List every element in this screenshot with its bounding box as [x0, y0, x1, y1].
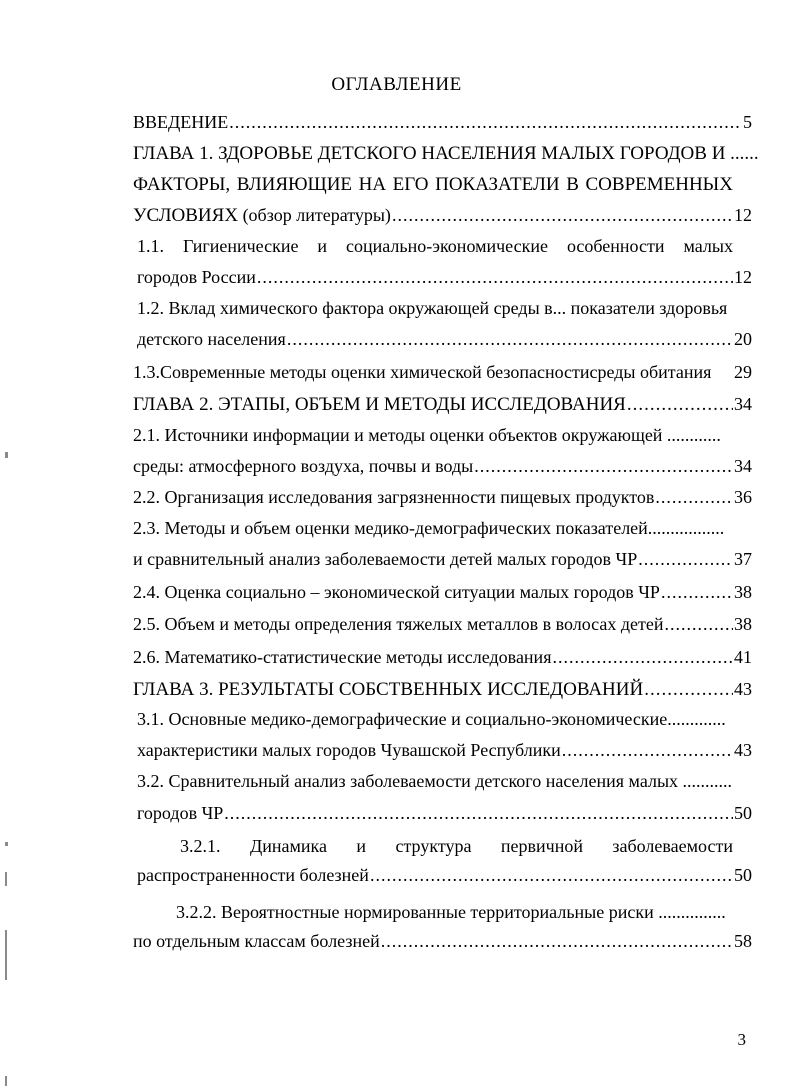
toc-entry-2-4[interactable]: 2.4. Оценка социально – экономической ситуации малых городов ЧР ..... 38 — [133, 580, 752, 604]
scan-artifact — [5, 872, 7, 886]
toc-entry-2-5[interactable]: 2.5. Объем и методы определения тяжелых металлов в волосах детей ..... 38 — [133, 612, 752, 636]
scan-artifact — [5, 1076, 7, 1086]
toc-entry-1-3[interactable]: 1.3.Современные методы оценки химической безопасностисреды обитания 29 — [133, 362, 752, 382]
toc-entry-ch1-line3[interactable]: УСЛОВИЯХ (обзор литературы) ..... 12 — [133, 203, 752, 227]
toc-entry-1-2-line1[interactable]: 1.2. Вклад химического фактора окружающей среды в... показатели здоровья — [137, 298, 728, 318]
toc-entry-ch1-line1[interactable]: ГЛАВА 1. ЗДОРОВЬЕ ДЕТСКОГО НАСЕЛЕНИЯ МАЛЫХ ГОРОДОВ И ...... — [133, 143, 759, 164]
scan-artifact — [5, 452, 8, 458]
toc-title: ОГЛАВЛЕНИЕ — [331, 74, 462, 95]
page-number: 3 — [737, 1030, 746, 1049]
toc-entry-ch3[interactable]: ГЛАВА 3. РЕЗУЛЬТАТЫ СОБСТВЕННЫХ ИССЛЕДОВАНИЙ ..... 43 — [133, 677, 752, 701]
toc-entry-ch2[interactable]: ГЛАВА 2. ЭТАПЫ, ОБЪЕМ И МЕТОДЫ ИССЛЕДОВАНИЯ ..... 34 — [133, 392, 752, 416]
toc-entry-ch1-line2[interactable]: ФАКТОРЫ, ВЛИЯЮЩИЕ НА ЕГО ПОКАЗАТЕЛИ В СОВРЕМЕННЫХ — [133, 174, 733, 195]
toc-entry-1-1-line1[interactable]: 1.1. Гигиенические и социально-экономические особенности малых — [137, 236, 733, 256]
toc-entry-3-2-1-line2[interactable]: распространенности болезней ..... 50 — [137, 863, 752, 887]
toc-entry-2-3-line2[interactable]: и сравнительный анализ заболеваемости детей малых городов ЧР ..... 37 — [133, 547, 752, 571]
toc-entry-2-2[interactable]: 2.2. Организация исследования загрязненности пищевых продуктов ..... 36 — [133, 485, 752, 509]
toc-entry-3-1-line1[interactable]: 3.1. Основные медико-демографические и социально-экономические............. — [137, 709, 726, 729]
toc-entry-1-2-line2[interactable]: детского населения ..... 20 — [137, 327, 752, 351]
toc-entry-3-2-2-line2[interactable]: по отдельным классам болезней ..... 58 — [133, 929, 752, 953]
toc-entry-2-3-line1[interactable]: 2.3. Методы и объем оценки медико-демографических показателей................. — [133, 518, 725, 538]
scan-artifact — [5, 842, 8, 846]
toc-entry-3-1-line2[interactable]: характеристики малых городов Чувашской Республики ..... 43 — [137, 738, 752, 762]
toc-entry-3-2-line1[interactable]: 3.2. Сравнительный анализ заболеваемости детского населения малых ........... — [137, 771, 733, 791]
toc-entry-2-1-line2[interactable]: среды: атмосферного воздуха, почвы и воды ..... 34 — [133, 454, 752, 478]
toc-entry-2-1-line1[interactable]: 2.1. Источники информации и методы оценки объектов окружающей ............ — [133, 425, 721, 445]
toc-entry-3-2-line2[interactable]: городов ЧР ..... 50 — [137, 801, 752, 825]
toc-entry-3-2-2-line1[interactable]: 3.2.2. Вероятностные нормированные территориальные риски ............... — [176, 902, 726, 922]
scan-artifact — [5, 930, 7, 980]
toc-entry-1-1-line2[interactable]: городов России ..... 12 — [137, 265, 752, 289]
toc-entry-3-2-1-line1[interactable]: 3.2.1. Динамика и структура первичной заболеваемости — [180, 836, 733, 856]
toc-entry-2-6[interactable]: 2.6. Математико-статистические методы исследования ..... 41 — [133, 645, 752, 669]
toc-entry-intro[interactable]: ВВЕДЕНИЕ ..... 5 — [133, 110, 752, 134]
